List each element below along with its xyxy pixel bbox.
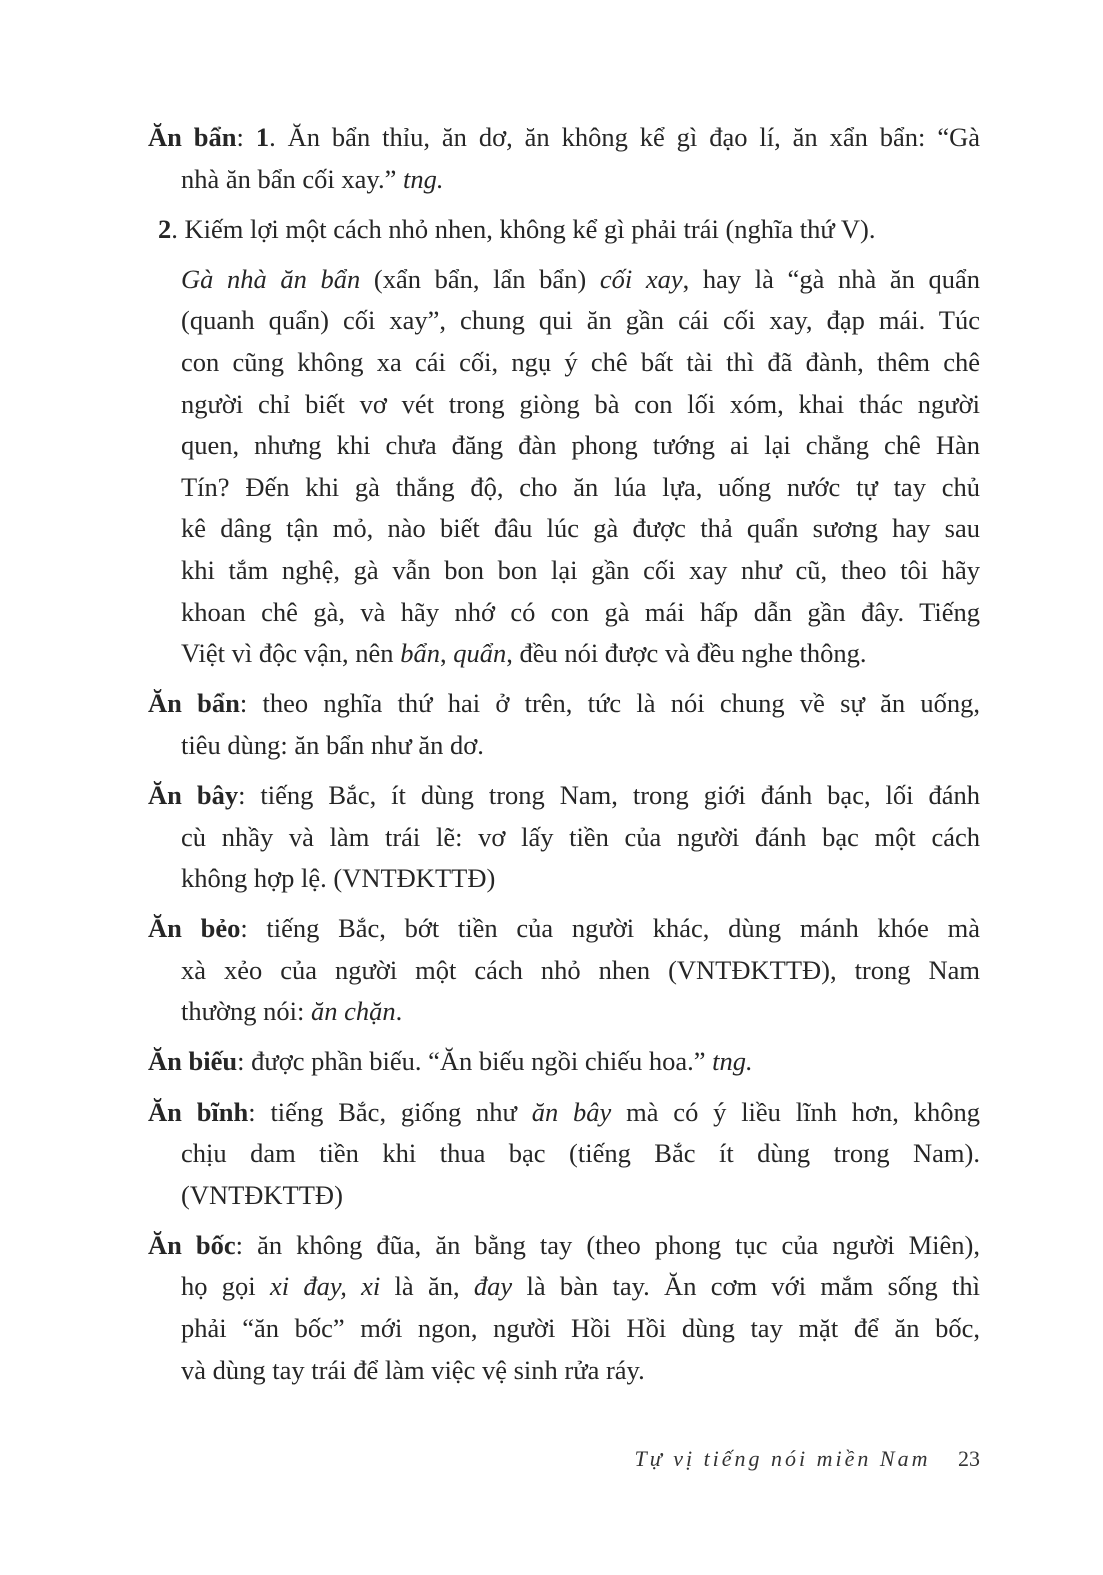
text-segment: (xẩn bẩn, lẩn bẩn)	[360, 263, 600, 294]
italic-text: tng.	[712, 1046, 753, 1077]
dictionary-entries	[148, 117, 980, 1400]
dictionary-entry	[148, 1041, 980, 1083]
text-line	[148, 425, 980, 467]
text-segment: .	[395, 996, 403, 1027]
text-line	[148, 300, 980, 342]
dictionary-entry	[148, 1225, 980, 1391]
text-line	[148, 259, 980, 301]
italic-text: Gà nhà ăn bẩn	[181, 263, 361, 294]
text-line	[148, 1350, 980, 1392]
headword: Ăn bốc	[148, 1229, 236, 1260]
headword: 1	[255, 122, 270, 152]
text-segment: nhà ăn bẩn cối xay.”	[181, 163, 403, 194]
dictionary-entry	[148, 775, 980, 900]
text-segment: là ăn,	[380, 1271, 474, 1302]
text-line	[148, 1175, 980, 1217]
text-segment: thường nói:	[181, 996, 311, 1027]
text-segment: khoan chê gà, và hãy nhớ có con gà mái hấp dẫn gần đây. Tiếng	[181, 596, 980, 627]
dictionary-entry	[148, 683, 980, 766]
text-segment: : tiếng Bắc, ít dùng trong Nam, trong giới đánh bạc, lối đánh	[238, 779, 981, 810]
text-segment: là bàn tay. Ăn cơm với mắm sống thì	[512, 1271, 980, 1302]
text-segment: kê dâng tận mỏ, nào biết đâu lúc gà được thả quẩn sương hay sau	[181, 513, 980, 544]
text-segment: : tiếng Bắc, giống như	[248, 1096, 532, 1127]
text-line	[148, 342, 980, 384]
text-line	[148, 991, 980, 1033]
text-line	[148, 159, 980, 201]
dictionary-entry	[148, 117, 980, 200]
text-segment: quen, nhưng khi chưa đăng đàn phong tướng ai lại chẳng chê Hàn	[181, 430, 980, 461]
text-line	[148, 117, 980, 159]
running-title: Tự vị tiếng nói miền Nam	[634, 1446, 931, 1471]
explanation-paragraph	[148, 259, 980, 675]
headword: Ăn biếu	[148, 1046, 238, 1077]
text-segment: ,	[439, 638, 454, 669]
headword: Ăn bây	[148, 779, 239, 810]
dictionary-entry	[148, 908, 980, 1033]
text-segment: : ăn không đũa, ăn bằng tay (theo phong tục của người Miên),	[235, 1229, 980, 1260]
dictionary-entry	[148, 1092, 980, 1217]
text-segment: tiêu dùng: ăn bẩn như ăn dơ.	[181, 729, 484, 760]
text-segment: cù nhầy và làm trái lẽ: vơ lấy tiền của người đánh bạc một cách	[181, 821, 980, 852]
text-segment: người chỉ biết vơ vét trong giòng bà con lối xóm, khai thác người	[181, 388, 980, 419]
text-line	[148, 1308, 980, 1350]
text-line	[148, 550, 980, 592]
headword: Ăn bĩnh	[148, 1096, 249, 1127]
text-line	[148, 1133, 980, 1175]
text-line	[148, 858, 980, 900]
text-line	[148, 817, 980, 859]
text-segment: . Kiếm lợi một cách nhỏ nhen, không kể gì phải trái (nghĩa thứ V).	[171, 213, 876, 244]
text-segment: Tín? Đến khi gà thắng độ, cho ăn lúa lựa, uống nước tự tay chủ	[181, 471, 980, 502]
page-footer	[634, 1446, 980, 1472]
headword: Ăn bẩn	[148, 122, 237, 152]
page-number: 23	[958, 1446, 980, 1471]
headword: 2	[158, 213, 172, 244]
headword: Ăn bẻo	[148, 913, 241, 944]
text-segment: mà có ý liều lĩnh hơn, không	[611, 1096, 980, 1127]
text-line	[148, 725, 980, 767]
text-line	[148, 1266, 980, 1308]
sub-definition	[148, 209, 980, 251]
text-line	[148, 592, 980, 634]
text-segment: và dùng tay trái để làm việc vệ sinh rửa ráy.	[181, 1354, 645, 1385]
text-line	[148, 508, 980, 550]
italic-text: quẩn	[453, 638, 507, 669]
italic-text: đay	[473, 1271, 513, 1302]
text-segment: họ gọi	[181, 1271, 270, 1302]
text-segment: , đều nói được và đều nghe thông.	[506, 638, 867, 669]
italic-text: xi đay, xi	[269, 1271, 381, 1302]
text-line	[148, 950, 980, 992]
text-segment: : theo nghĩa thứ hai ở trên, tức là nói chung về sự ăn uống,	[239, 688, 980, 719]
text-segment: Việt vì độc vận, nên	[181, 638, 401, 669]
italic-text: cối xay	[599, 263, 683, 294]
text-line	[148, 683, 980, 725]
text-line	[148, 384, 980, 426]
text-segment: xà xẻo của người một cách nhỏ nhen (VNTĐKTTĐ), trong Nam	[181, 954, 980, 985]
italic-text: tng.	[402, 163, 444, 194]
text-segment: , hay là “gà nhà ăn quẩn	[682, 263, 981, 294]
text-segment: . Ăn bẩn thỉu, ăn dơ, ăn không kể gì đạo lí, ăn xẩn bẩn: “Gà	[269, 122, 980, 152]
text-line	[148, 908, 980, 950]
text-segment: (VNTĐKTTĐ)	[181, 1179, 343, 1210]
headword: Ăn bẩn	[148, 688, 240, 719]
text-segment: chịu dam tiền khi thua bạc (tiếng Bắc ít dùng trong Nam).	[181, 1138, 980, 1169]
text-segment: :	[236, 122, 256, 152]
text-segment: khi tắm nghệ, gà vẫn bon bon lại gần cối xay như cũ, theo tôi hãy	[181, 554, 980, 585]
text-line	[148, 775, 980, 817]
text-line	[148, 1225, 980, 1267]
text-line	[148, 467, 980, 509]
italic-text: ăn chặn	[310, 996, 396, 1027]
italic-text: bẩn	[400, 638, 440, 669]
text-line	[148, 1041, 980, 1083]
text-line	[148, 1092, 980, 1134]
text-segment: con cũng không xa cái cối, ngụ ý chê bất tài thì đã đành, thêm chê	[181, 346, 980, 377]
text-segment: phải “ăn bốc” mới ngon, người Hồi Hồi dùng tay mặt để ăn bốc,	[181, 1313, 980, 1344]
text-segment: không hợp lệ. (VNTĐKTTĐ)	[181, 863, 496, 894]
text-line	[148, 209, 980, 251]
italic-text: ăn bây	[531, 1096, 612, 1127]
text-segment: (quanh quẩn) cối xay”, chung qui ăn gần cái cối xay, đạp mái. Túc	[181, 305, 980, 336]
text-segment: : được phần biếu. “Ăn biếu ngồi chiếu hoa.”	[237, 1046, 713, 1077]
text-line	[148, 633, 980, 675]
text-segment: : tiếng Bắc, bớt tiền của người khác, dùng mánh khóe mà	[240, 913, 980, 944]
